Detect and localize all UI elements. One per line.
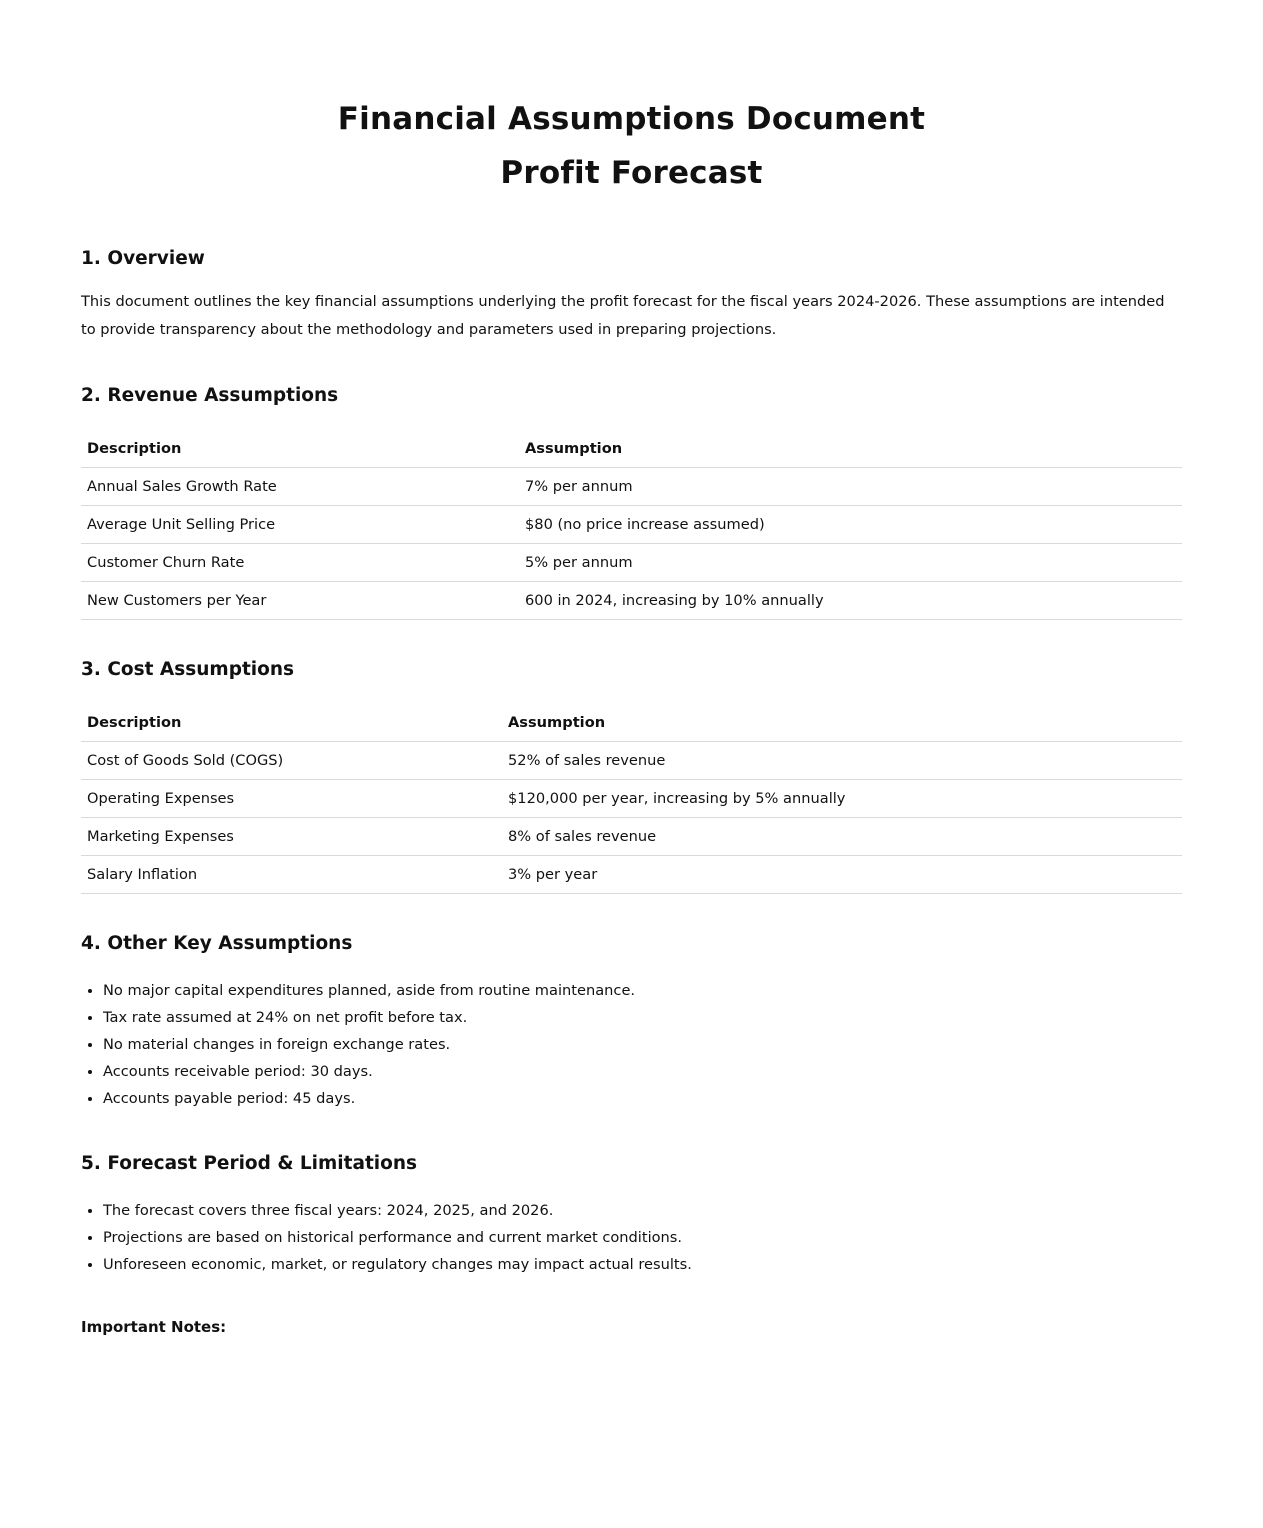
forecast-list — [81, 1197, 1182, 1278]
title-line-1: Financial Assumptions Document — [337, 101, 926, 137]
row-assumption: 5% per annum — [519, 544, 1182, 582]
row-description: Customer Churn Rate — [81, 544, 519, 582]
list-item: • The forecast covers three fiscal years: 2024, 2025, and 2026. — [103, 1197, 1182, 1224]
table-row — [81, 856, 1182, 894]
overview-heading: 1. Overview — [81, 248, 205, 269]
row-assumption: 600 in 2024, increasing by 10% annually — [519, 582, 1182, 620]
list-item: • No major capital expenditures planned, aside from routine maintenance. — [103, 977, 1182, 1004]
row-description: Salary Inflation — [81, 856, 502, 894]
table-row — [81, 818, 1182, 856]
row-assumption: 7% per annum — [519, 468, 1182, 506]
table-row — [81, 544, 1182, 582]
column-header-assumption: Assumption — [519, 430, 1182, 468]
cost-table — [81, 704, 1182, 894]
list-item: • No material changes in foreign exchange rates. — [103, 1031, 1182, 1058]
column-header-assumption: Assumption — [502, 704, 1182, 742]
document-title — [81, 0, 1182, 200]
row-description: Average Unit Selling Price — [81, 506, 519, 544]
cost-heading: 3. Cost Assumptions — [81, 659, 295, 680]
row-assumption: 52% of sales revenue — [502, 742, 1182, 780]
row-description: Cost of Goods Sold (COGS) — [81, 742, 502, 780]
table-row — [81, 582, 1182, 620]
list-item: • Projections are based on historical performance and current market conditions. — [103, 1224, 1182, 1251]
row-description: New Customers per Year — [81, 582, 519, 620]
column-header-description: Description — [81, 704, 502, 742]
title-line-2: Profit Forecast — [500, 155, 763, 191]
forecast-heading: 5. Forecast Period & Limitations — [81, 1153, 418, 1174]
important-notes-label: Important Notes: — [81, 1318, 227, 1336]
overview-text: This document outlines the key financial assumptions underlying the profit forecast for the fiscal years 2024-2026. These assumptions are intended to provide transparency about the methodology and parameters used in preparing projections. — [81, 293, 1165, 338]
other-assumptions-heading: 4. Other Key Assumptions — [81, 933, 353, 954]
other-assumptions-list — [81, 977, 1182, 1112]
column-header-description: Description — [81, 430, 519, 468]
row-assumption: $80 (no price increase assumed) — [519, 506, 1182, 544]
list-item: • Tax rate assumed at 24% on net profit before tax. — [103, 1004, 1182, 1031]
table-row — [81, 780, 1182, 818]
row-description: Annual Sales Growth Rate — [81, 468, 519, 506]
list-item: • Unforeseen economic, market, or regulatory changes may impact actual results. — [103, 1251, 1182, 1278]
revenue-table — [81, 430, 1182, 620]
row-description: Marketing Expenses — [81, 818, 502, 856]
row-assumption: $120,000 per year, increasing by 5% annually — [502, 780, 1182, 818]
table-header-row — [81, 704, 1182, 742]
table-header-row — [81, 430, 1182, 468]
table-row — [81, 506, 1182, 544]
row-assumption: 3% per year — [502, 856, 1182, 894]
revenue-heading: 2. Revenue Assumptions — [81, 385, 339, 406]
table-row — [81, 468, 1182, 506]
list-item: • Accounts payable period: 45 days. — [103, 1085, 1182, 1112]
list-item: • Accounts receivable period: 30 days. — [103, 1058, 1182, 1085]
row-description: Operating Expenses — [81, 780, 502, 818]
table-row — [81, 742, 1182, 780]
row-assumption: 8% of sales revenue — [502, 818, 1182, 856]
